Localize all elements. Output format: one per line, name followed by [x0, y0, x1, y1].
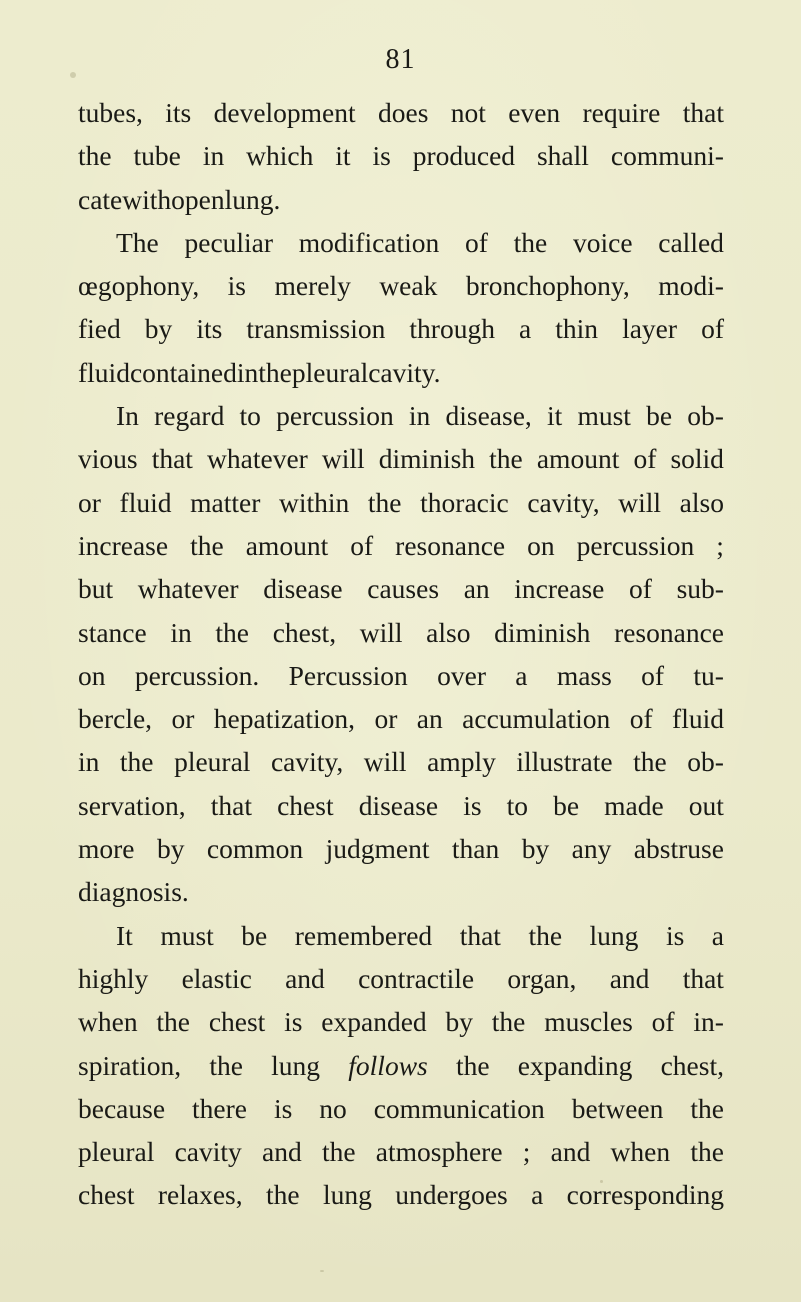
text-line: vious that whatever will diminish the amount of solid — [78, 443, 724, 475]
text-line: or fluid matter within the thoracic cavity, will also — [78, 486, 724, 518]
text-line: chest relaxes, the lung undergoes a corresponding — [78, 1179, 724, 1211]
text-line: the tube in which it is produced shall communi- — [78, 140, 724, 172]
text-line: pleural cavity and the atmosphere ; and when the — [78, 1136, 724, 1168]
text-line: It must be remembered that the lung is a — [116, 919, 724, 951]
text-line: fied by its transmission through a thin layer of — [78, 313, 724, 345]
text-line: because there is no communication between the — [78, 1092, 724, 1124]
text-line: on percussion. Percussion over a mass of tu- — [78, 659, 724, 691]
text-line: cate with open lung. — [78, 183, 281, 215]
paper-speck — [70, 72, 76, 78]
text-line: increase the amount of resonance on percussion ; — [78, 529, 724, 561]
paper-speck — [600, 1180, 603, 1183]
text-line: but whatever disease causes an increase of sub- — [78, 573, 724, 605]
text-line: in the pleural cavity, will amply illustrate the ob- — [78, 746, 724, 778]
text-line: bercle, or hepatization, or an accumulation of fluid — [78, 703, 724, 735]
text-line: spiration, the lung follows the expanding chest, — [78, 1049, 724, 1081]
paper-speck — [320, 1270, 324, 1272]
text-line: more by common judgment than by any abstruse — [78, 833, 724, 865]
text-line: fluid contained in the pleural cavity. — [78, 356, 441, 388]
text-line: In regard to percussion in disease, it must be ob- — [116, 400, 724, 432]
text-line: The peculiar modification of the voice called — [116, 226, 724, 258]
text-line: when the chest is expanded by the muscles of in- — [78, 1006, 724, 1038]
body-text — [78, 91, 724, 1217]
text-line: stance in the chest, will also diminish resonance — [78, 616, 724, 648]
text-line: highly elastic and contractile organ, and that — [78, 962, 724, 994]
text-line: tubes, its development does not even require that — [78, 97, 724, 128]
page-number: 81 — [385, 44, 416, 75]
text-line: diagnosis. — [78, 876, 189, 908]
text-line: œgophony, is merely weak bronchophony, modi- — [78, 270, 724, 302]
text-line: servation, that chest disease is to be made out — [78, 789, 724, 821]
